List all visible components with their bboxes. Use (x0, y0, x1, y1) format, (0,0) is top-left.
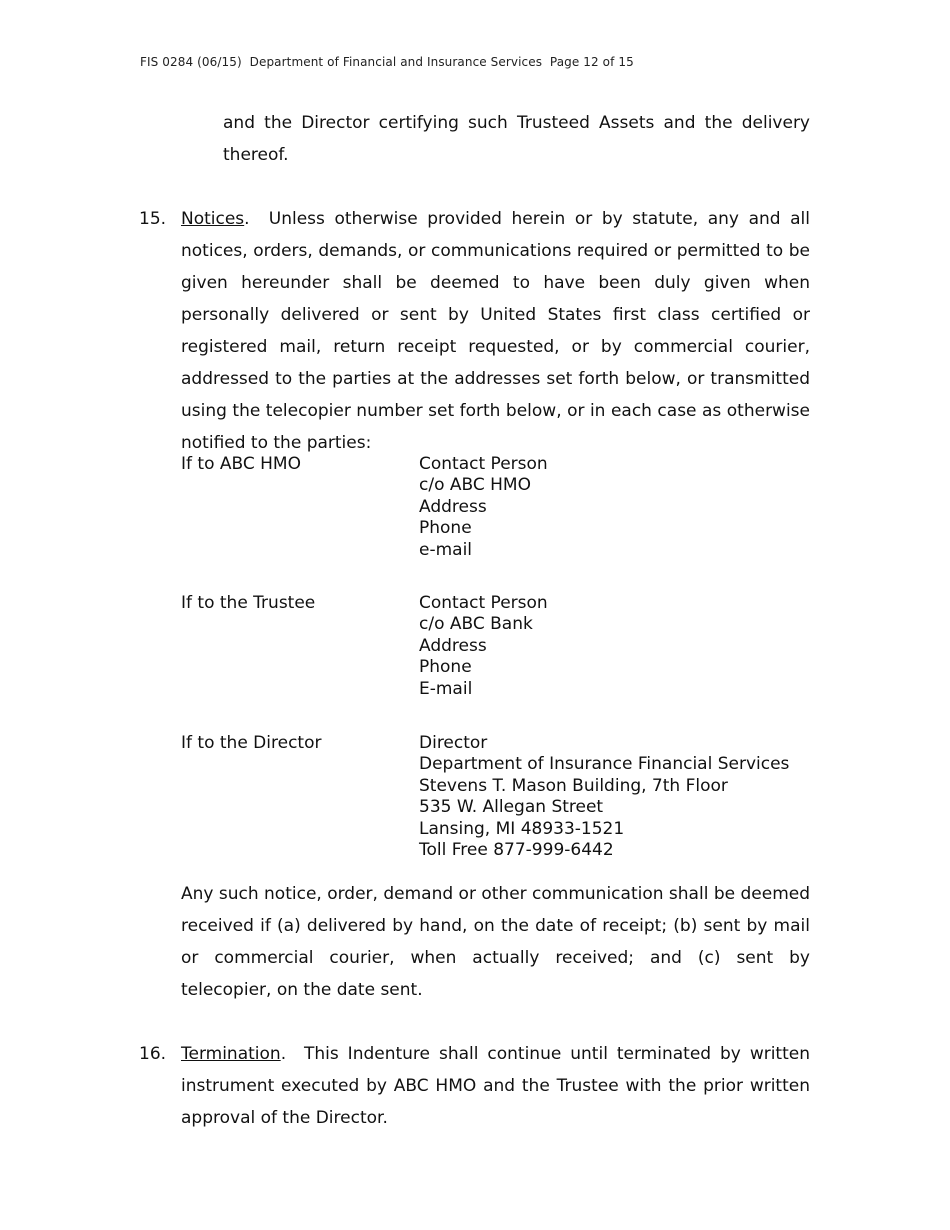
page-number: Page 12 of 15 (549, 55, 634, 69)
address-line: 535 W. Allegan Street (419, 797, 604, 818)
section-16-paragraph (181, 1038, 810, 1134)
address-line: Phone (419, 657, 472, 678)
section-15-number: 15. (139, 209, 167, 229)
address-line: Stevens T. Mason Building, 7th Floor (419, 775, 728, 796)
page-header (140, 55, 634, 69)
section-16-title-suffix: . (280, 1044, 287, 1064)
address-line: E-mail (419, 678, 473, 699)
address-line: Address (419, 496, 487, 517)
address-line: Contact Person (419, 454, 548, 474)
section-16-body: This Indenture shall continue until terminated by written instrument executed by ABC HMO and the Trustee with the prior written approval of the Director. (181, 1044, 810, 1128)
section-15-paragraph (181, 203, 810, 459)
section-15-closing: Any such notice, order, demand or other communication shall be deemed received if (a) delivered by hand, on the date of receipt; (b) sent by mail or commercial courier, when actually received; and (c) sent by telecopier, on the date sent. (181, 884, 810, 1000)
address-line: Department of Insurance Financial Services (419, 754, 790, 775)
address-label-trustee: If to the Trustee (181, 593, 316, 613)
section-16-title: Termination (181, 1044, 281, 1064)
address-line: c/o ABC HMO (419, 475, 531, 496)
address-label-hmo: If to ABC HMO (181, 454, 301, 474)
address-line: Phone (419, 518, 472, 539)
address-block-hmo (419, 454, 548, 561)
continuation-paragraph: and the Director certifying such Trusteed Assets and the delivery thereof. (223, 113, 810, 165)
address-line: Director (419, 733, 488, 753)
address-line: Contact Person (419, 593, 548, 613)
address-line: c/o ABC Bank (419, 614, 533, 635)
header-department: Department of Financial and Insurance Services (249, 55, 543, 69)
section-15-title-suffix: . (244, 209, 250, 229)
address-line: e-mail (419, 539, 473, 560)
section-16-number: 16. (139, 1044, 167, 1064)
address-line: Toll Free 877-999-6442 (419, 840, 614, 861)
address-line: Lansing, MI 48933-1521 (419, 818, 625, 839)
address-block-director (419, 733, 789, 861)
address-label-director: If to the Director (181, 733, 322, 753)
address-line: Address (419, 635, 487, 656)
form-id: FIS 0284 (06/15) (140, 55, 242, 69)
address-block-trustee (419, 593, 548, 700)
section-15-body: Unless otherwise provided herein or by statute, any and all notices, orders, demands, or communications required or permitted to be given hereunder shall be deemed to have been duly given when personally delivered or sent by United States first class certified or registered mail, return receipt requested, or by commercial courier, addressed to the parties at the addresses set forth below, or transmitted using the telecopier number set forth below, or in each case as otherwise notified to the parties: (181, 209, 811, 453)
section-15-title: Notices (181, 209, 245, 229)
